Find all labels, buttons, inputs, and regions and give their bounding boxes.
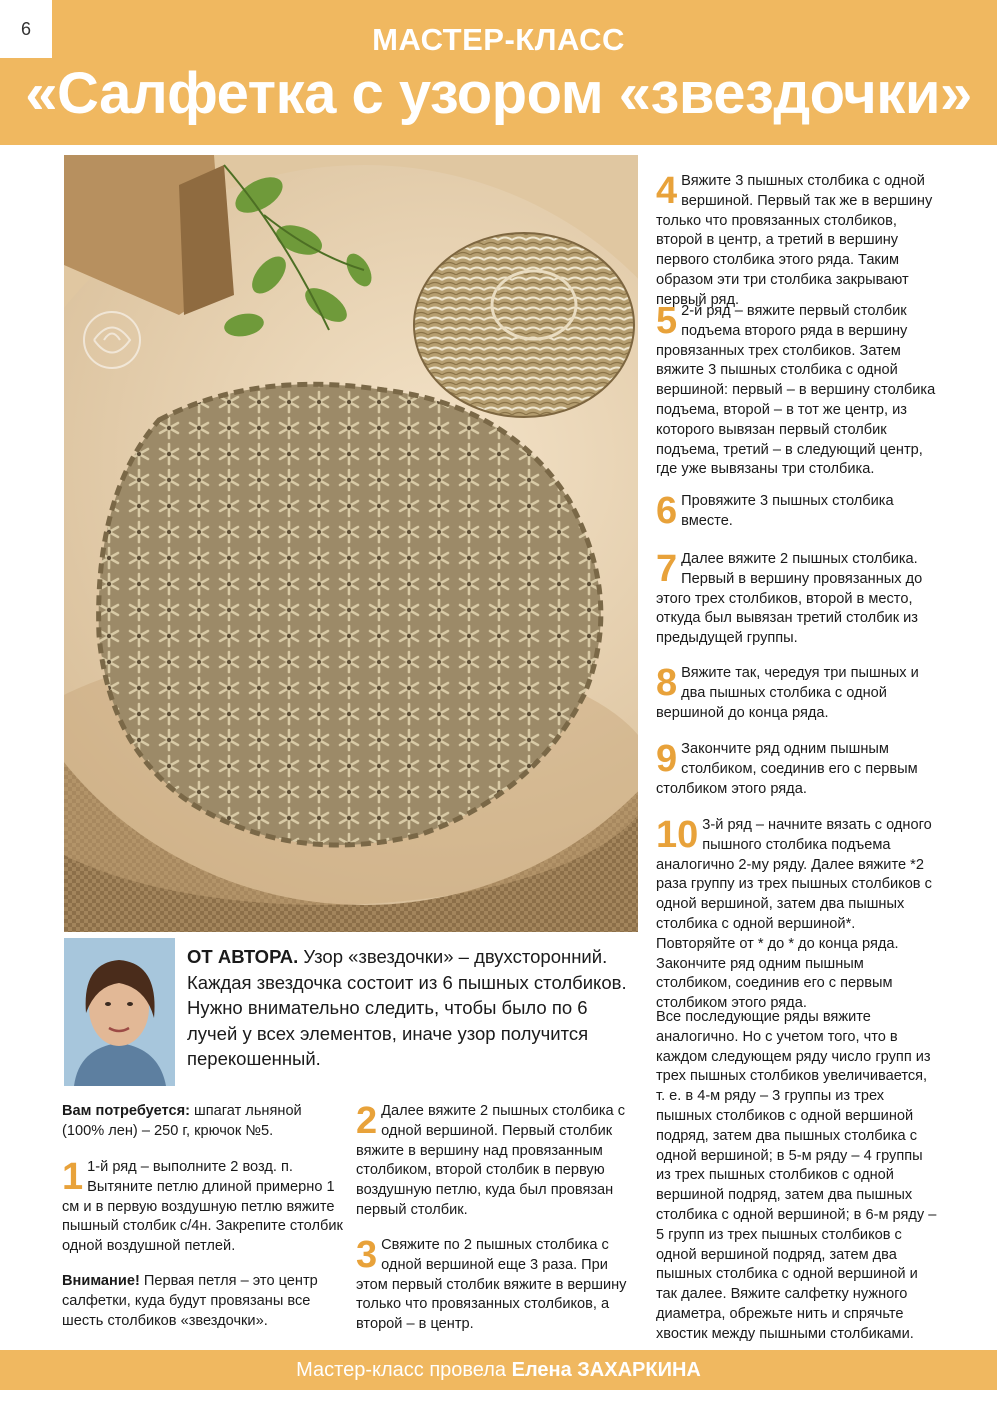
step-5 — [656, 302, 938, 480]
step-number: 10 — [656, 814, 699, 856]
closing-text: Все последующие ряды вяжите аналогично. Но с учетом того, что в каждом следующем ряду число групп из трех пышных столбиков увеличивается, т. е. в 4-м ряду – 3 группы из трех пышных столбиков с одной вершиной подряд, затем два пышных столбика с одной вершиной; в 5-м ряду – 4 группы из трех пышных столбиков с одной вершиной подряд, затем два пышных столбика с одной вершиной; в 6-м ряду – 5 групп из трех пышных столбиков с одной вершиной подряд, затем два пышных столбика с одной вершиной и так далее. Вяжите салфетку нужного диаметра, обрежьте нить и спрячьте хвостик между пышными столбиками. — [656, 1009, 937, 1342]
step-number: 6 — [656, 490, 678, 532]
footer-credit — [0, 1350, 997, 1390]
step-text: Свяжите по 2 пышных столбика с одной вершиной еще 3 раза. При этом первый столбик вяжите в вершину только что провязанных столбиков, а второй – в центр. — [356, 1237, 627, 1333]
step-text: Вяжите 3 пышных столбика с одной вершиной. Первый так же в вершину только что провязанных столбиков, второй в центр, а третий в вершину первого столбика этого ряда. Таким образом эти три столбика закрывают первый ряд. — [656, 173, 933, 308]
step-text: Далее вяжите 2 пышных столбика. Первый в вершину провязанных до этого трех столбиков, второй в место, откуда был вывязан третий столбик из предыдущей группы. — [656, 551, 923, 647]
step-number: 9 — [656, 738, 678, 780]
step-number: 8 — [656, 662, 678, 704]
step-number: 3 — [356, 1234, 378, 1276]
page-title: «Салфетка с узором «звездочки» — [25, 61, 972, 126]
author-photo — [64, 938, 175, 1086]
materials — [62, 1102, 342, 1142]
step-2 — [356, 1102, 636, 1221]
page-number: 6 — [0, 0, 52, 58]
author-note-text: Узор «звездочки» – двухсторонний. Каждая звездочка состоит из 6 пышных столбиков. Нужно внимательно следить, чтобы было по 6 лучей у всех элементов, иначе узор получится перекошенный. — [187, 946, 627, 1069]
step-text: Вяжите так, чередуя три пышных и два пышных столбика с одной вершиной до конца ряда. — [656, 665, 919, 721]
step-1 — [62, 1158, 344, 1257]
doily-photo — [64, 155, 638, 932]
step-9 — [656, 740, 938, 799]
step-number: 5 — [656, 300, 678, 342]
author-name: Елена ЗАХАРКИНА — [511, 1359, 701, 1381]
step-text: 3-й ряд – начните вязать с одного пышного столбика подъема аналогично 2-му ряду. Далее вяжите *2 раза группу из трех пышных столбиков с одной вершиной, затем два пышных столбика с одной вершиной*. Повторяйте от * до * до конца ряда. Закончите ряд одним пышным столбиком, соединив его с первым столбиком этого ряда. — [656, 817, 932, 1012]
materials-label: Вам потребуется: — [62, 1103, 190, 1119]
step-text: Далее вяжите 2 пышных столбика с одной вершиной. Первый столбик вяжите в вершину над провязанным столбиком, второй столбик в первую воздушную петлю, куда был провязан первый столбик. — [356, 1103, 626, 1218]
step-7 — [656, 550, 938, 649]
step-number: 1 — [62, 1156, 84, 1198]
step-8 — [656, 664, 938, 723]
footer-prefix: Мастер-класс провела — [296, 1359, 512, 1381]
step-number: 2 — [356, 1100, 378, 1142]
step-10 — [656, 816, 938, 1014]
materials-text: шпагат льняной (100% лен) – 250 г, крючок №5. — [62, 1103, 302, 1139]
step-text: Закончите ряд одним пышным столбиком, соединив его с первым столбиком этого ряда. — [656, 741, 918, 797]
attention-text: Первая петля – это центр салфетки, куда будут провязаны все шесть столбиков «звездочки». — [62, 1273, 318, 1329]
step-text: Провяжите 3 пышных столбика вместе. — [681, 493, 894, 529]
step-number: 4 — [656, 170, 678, 212]
author-note — [187, 944, 627, 1072]
step-6 — [656, 492, 938, 532]
section-kicker: МАСТЕР-КЛАСС — [372, 22, 625, 57]
step-text: 2-й ряд – вяжите первый столбик подъема второго ряда в вершину провязанных трех столбиков. Затем вяжите 3 пышных столбика с одной вершиной: первый – в вершину столбика подъема, второй – в тот же центр, из которого вывязан первый столбик подъема, третий – в следующий центр, где уже вывязаны три столбика. — [656, 303, 936, 478]
step-text: 1-й ряд – выполните 2 возд. п. Вытяните петлю длиной примерно 1 см и в первую воздушную петлю вяжите пышный столбик с/4н. Закрепите столбик одной воздушной петлей. — [62, 1159, 343, 1255]
step-4 — [656, 172, 938, 311]
step-number: 7 — [656, 548, 678, 590]
author-note-lead: ОТ АВТОРА. — [187, 946, 299, 967]
step-3 — [356, 1236, 636, 1335]
attention-note — [62, 1272, 344, 1331]
attention-label: Внимание! — [62, 1273, 140, 1289]
